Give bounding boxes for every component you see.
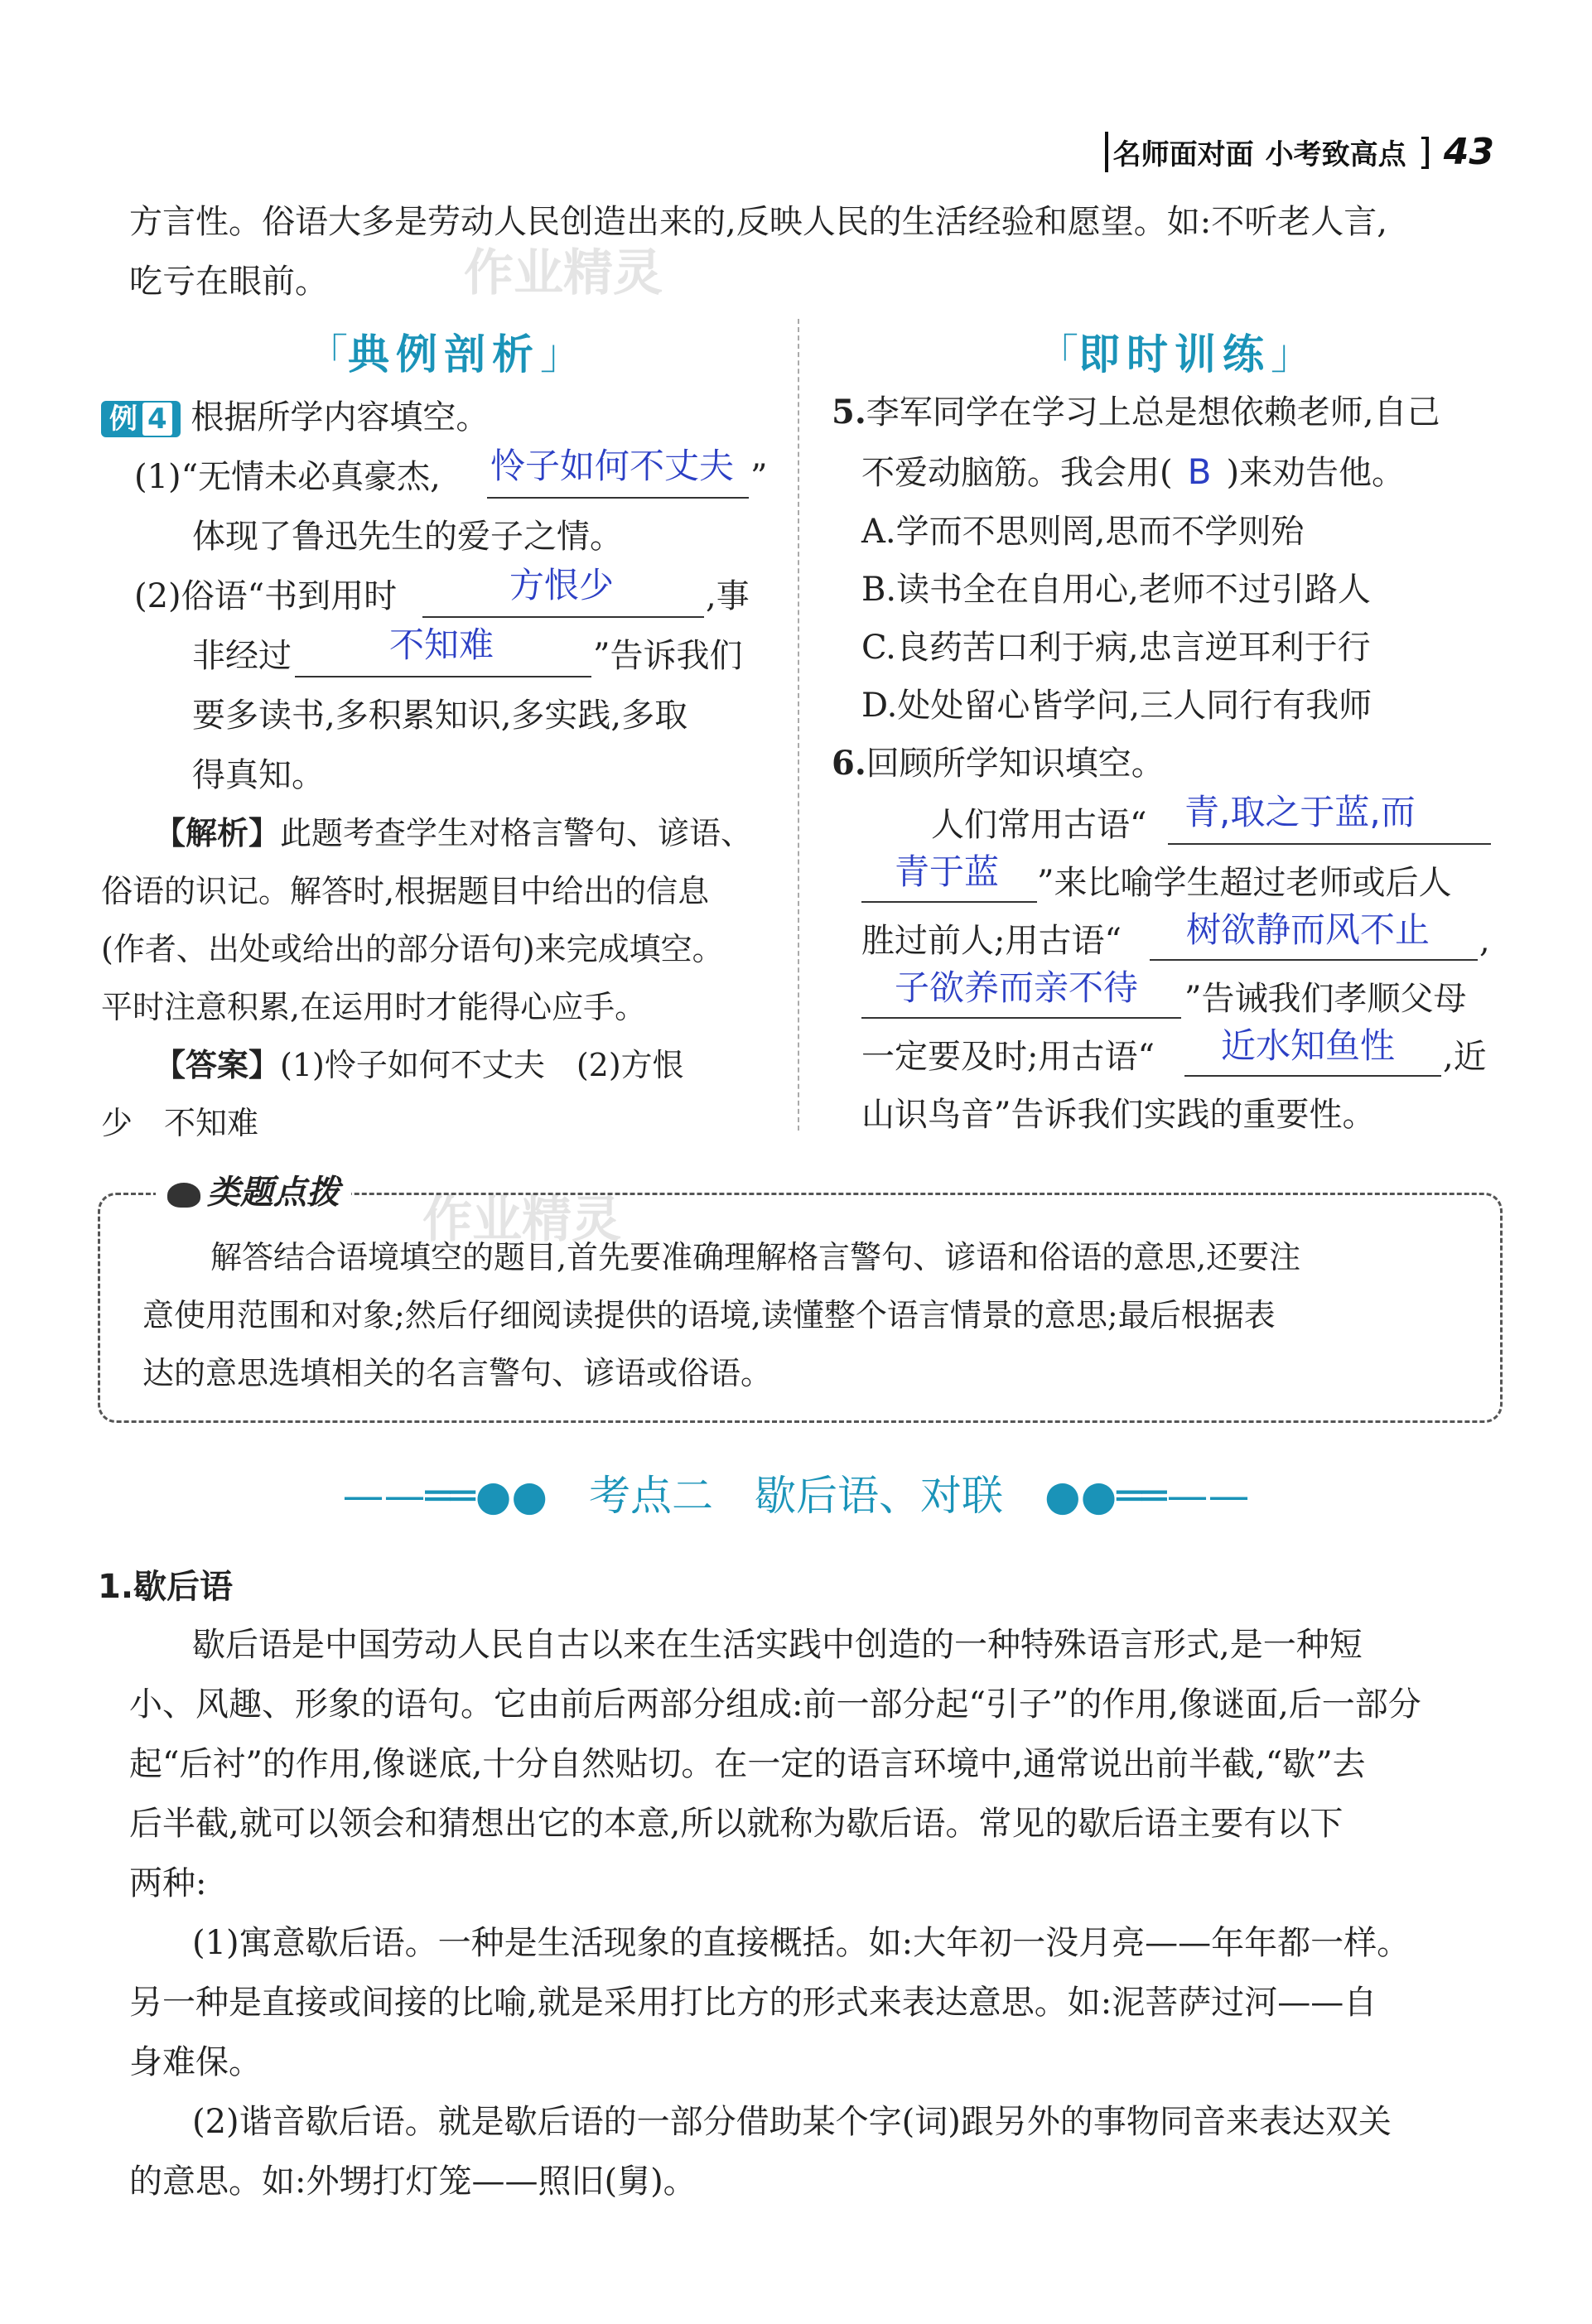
example-tag-label: 例 xyxy=(109,403,137,436)
q5-text-b2: )来劝告他。 xyxy=(1226,454,1406,492)
para-2-line-2: 另一种是直接或间接的比喻,就是采用打比方的形式来表达意思。如:泥菩萨过河——自 xyxy=(129,1984,1377,2022)
para-1-line-2: 小、风趣、形象的语句。它由前后两部分组成:前一部分起“引子”的作用,像谜面,后一部分 xyxy=(129,1685,1421,1724)
analysis-text-1: 此题考查学生对格言警句、谚语、 xyxy=(280,815,753,851)
tips-title: 类题点拨 xyxy=(207,1173,340,1212)
book-title: 名师面对面 xyxy=(1105,132,1254,172)
q6-answer-1: 青,取之于蓝,而 xyxy=(1184,792,1416,832)
tips-header xyxy=(156,1166,351,1213)
q5-option-b: B.读书全在自用心,老师不过引路人 xyxy=(861,571,1371,609)
q6-text-d: ”告诫我们孝顺父母 xyxy=(1184,980,1467,1018)
analysis-line-4: 平时注意积累,在运用时才能得心应手。 xyxy=(101,989,647,1025)
q1-answer: 怜子如何不丈夫 xyxy=(490,446,735,486)
q2-text-a-end: ,事 xyxy=(706,577,750,615)
answer-line-1 xyxy=(154,1035,684,1095)
q6-blank-3 xyxy=(1150,959,1478,961)
q6-text-e-end: ,近 xyxy=(1443,1038,1487,1076)
q6-text-f: 山识鸟音”告诉我们实践的重要性。 xyxy=(861,1096,1376,1134)
para-1-line-5: 两种: xyxy=(129,1864,207,1902)
q5-option-c: C.良药苦口利于病,忠言逆耳利于行 xyxy=(861,629,1371,667)
heading-bracket-open: 「 xyxy=(1037,330,1078,378)
book-subtitle: 小考致高点 xyxy=(1265,138,1406,171)
q6-line-title xyxy=(832,734,1165,793)
q5-number: 5. xyxy=(832,393,866,432)
lightbulb-icon xyxy=(167,1183,200,1208)
q6-blank-1 xyxy=(1168,843,1491,845)
q2-text-c: 要多读书,多积累知识,多实践,多取 xyxy=(192,697,688,735)
answer-text-1: (1)怜子如何不丈夫 (2)方恨 xyxy=(280,1047,684,1083)
q5-text-a: 李军同学在学习上总是想依赖老师,自己 xyxy=(866,393,1440,432)
q1-text-a: (1)“无情未必真豪杰, xyxy=(134,458,441,496)
q1-blank xyxy=(487,497,749,499)
watermark: 作业精灵 xyxy=(422,1191,621,1249)
example-tag xyxy=(101,401,181,437)
q2-text-b: 非经过 xyxy=(192,637,292,675)
q5-answer: B xyxy=(1187,451,1212,492)
q6-answer-5: 近水知鱼性 xyxy=(1221,1025,1396,1066)
q6-text-b: ”来比喻学生超过老师或后人 xyxy=(1037,864,1452,902)
example-heading-label: 典例剖析 xyxy=(348,330,540,378)
para-3-line-1: (2)谐音歇后语。就是歇后语的一部分借助某个字(词)跟另外的事物同音来表达双关 xyxy=(192,2103,1392,2141)
q5-text-b1: 不爱动脑筋。我会用( xyxy=(861,454,1173,492)
section-title: 考点二 歇后语、对联 xyxy=(589,1472,1003,1520)
watermark: 作业精灵 xyxy=(464,244,663,302)
q6-answer-4: 子欲养而亲不待 xyxy=(895,967,1139,1008)
q6-blank-2 xyxy=(861,901,1037,903)
q2-text-b-end: ”告诉我们 xyxy=(593,637,743,675)
para-3-line-2: 的意思。如:外甥打灯笼——照旧(舅)。 xyxy=(129,2162,697,2201)
practice-heading-label: 即时训练 xyxy=(1078,330,1271,378)
example-prompt-row xyxy=(101,388,489,447)
example-number: 4 xyxy=(142,403,172,436)
q2-answer-1: 方恨少 xyxy=(509,565,615,605)
q5-option-a: A.学而不思则罔,思而不学则殆 xyxy=(861,513,1305,551)
q6-text-c-end: , xyxy=(1479,922,1490,960)
heading-bracket-open: 「 xyxy=(306,330,348,378)
answer-line-2: 少 不知难 xyxy=(101,1105,259,1141)
q5-option-d: D.处处留心皆学问,三人同行有我师 xyxy=(861,687,1372,725)
q6-text-c: 胜过前人;用古语“ xyxy=(861,922,1122,960)
analysis-label: 【解析】 xyxy=(154,815,281,851)
q6-blank-5 xyxy=(1184,1075,1441,1077)
para-1-line-3: 起“后衬”的作用,像谜底,十分自然贴切。在一定的语言环境中,通常说出前半截,“歇”去 xyxy=(129,1745,1366,1783)
column-divider xyxy=(798,319,799,1131)
q6-number: 6. xyxy=(832,744,866,783)
para-2-line-1: (1)寓意歇后语。一种是生活现象的直接概括。如:大年初一没月亮——年年都一样。 xyxy=(192,1924,1411,1962)
section-rule-left: ——══●● xyxy=(342,1472,589,1520)
q2-text-a: (2)俗语“书到用时 xyxy=(134,577,398,615)
heading-bracket-close: 」 xyxy=(1271,330,1312,378)
para-2-line-3: 身难保。 xyxy=(129,2043,262,2081)
q2-blank-2 xyxy=(295,676,591,677)
q6-title: 回顾所学知识填空。 xyxy=(866,745,1165,783)
body-heading: 1.歇后语 xyxy=(98,1568,234,1606)
intro-line-1: 方言性。俗语大多是劳动人民创造出来的,反映人民的生活经验和愿望。如:不听老人言, xyxy=(129,203,1387,241)
q1-close-quote: ” xyxy=(750,458,768,496)
q5-line-b xyxy=(861,442,1405,503)
example-prompt: 根据所学内容填空。 xyxy=(191,398,490,436)
q6-answer-2: 青于蓝 xyxy=(895,851,1000,892)
q2-text-d: 得真知。 xyxy=(192,756,325,794)
q5-line-a xyxy=(832,383,1440,442)
analysis-line-1 xyxy=(154,803,752,863)
analysis-line-3: (作者、出处或给出的部分语句)来完成填空。 xyxy=(101,931,724,967)
page-header xyxy=(1105,131,1494,173)
analysis-line-2: 俗语的识记。解答时,根据题目中给出的信息 xyxy=(101,873,710,909)
header-bracket: ] xyxy=(1417,131,1432,173)
tips-line-1: 解答结合语境填空的题目,首先要准确理解格言警句、谚语和俗语的意思,还要注 xyxy=(210,1239,1301,1275)
tips-line-2: 意使用范围和对象;然后仔细阅读提供的语境,读懂整个语言情景的意思;最后根据表 xyxy=(142,1297,1276,1333)
tips-line-3: 达的意思选填相关的名言警句、谚语或俗语。 xyxy=(142,1355,773,1391)
section-rule-right: ●●══—— xyxy=(1003,1472,1250,1520)
page-number: 43 xyxy=(1443,131,1494,173)
para-1-line-1: 歇后语是中国劳动人民自古以来在生活实践中创造的一种特殊语言形式,是一种短 xyxy=(192,1626,1363,1664)
example-heading xyxy=(306,321,581,381)
q6-text-a: 人们常用古语“ xyxy=(931,806,1147,844)
q6-answer-3: 树欲静而风不止 xyxy=(1186,909,1430,950)
heading-bracket-close: 」 xyxy=(540,330,581,378)
q2-answer-2: 不知难 xyxy=(389,624,494,665)
answer-label: 【答案】 xyxy=(154,1047,281,1083)
q1-text-b: 体现了鲁迅先生的爱子之情。 xyxy=(192,518,623,556)
para-1-line-4: 后半截,就可以领会和猜想出它的本意,所以就称为歇后语。常见的歇后语主要有以下 xyxy=(129,1805,1344,1843)
section-heading xyxy=(0,1466,1592,1526)
q6-text-e: 一定要及时;用古语“ xyxy=(861,1038,1155,1076)
practice-heading xyxy=(1037,321,1312,381)
q6-blank-4 xyxy=(861,1017,1181,1019)
intro-line-2: 吃亏在眼前。 xyxy=(129,263,328,301)
